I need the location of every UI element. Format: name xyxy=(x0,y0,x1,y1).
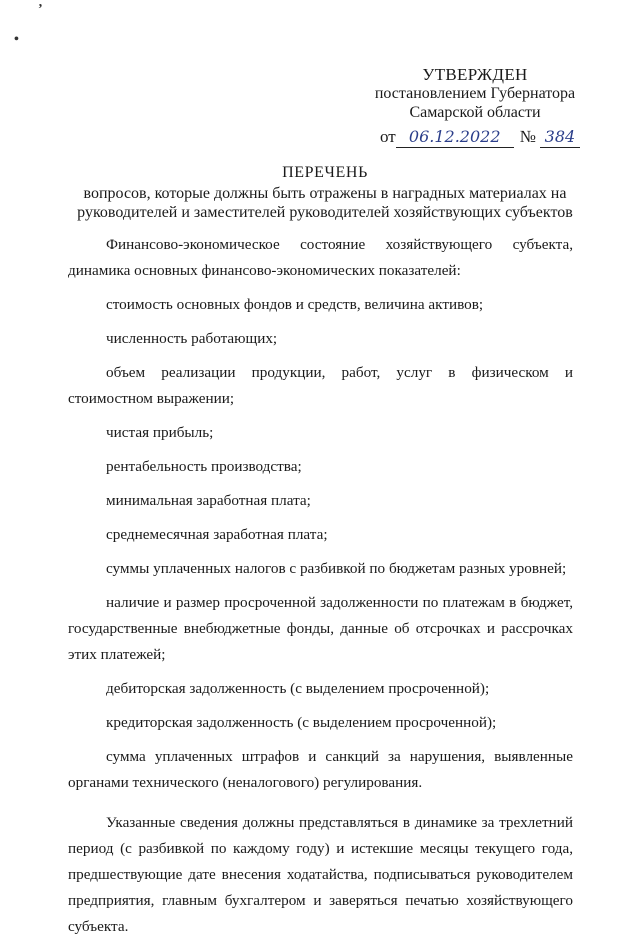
paragraph-intro: Финансово-экономическое состояние хозяйствующего субъекта, динамика основных финансово-экономических показателей: xyxy=(68,236,573,279)
decree-date-field xyxy=(396,127,514,148)
decree-number-field xyxy=(540,127,580,148)
list-item-taxes-paid: суммы уплаченных налогов с разбивкой по бюджетам разных уровней; xyxy=(106,560,567,577)
approval-line-1: постановлением Губернатора xyxy=(374,85,576,102)
approval-heading: УТВЕРЖДЕН xyxy=(422,65,528,84)
list-item-minimum-wage: минимальная заработная плата; xyxy=(106,492,311,509)
decree-reference xyxy=(380,127,580,148)
decree-date-handwritten: 06.12.2022 xyxy=(408,127,501,146)
list-item-fixed-assets: стоимость основных фондов и средств, величина активов; xyxy=(106,296,484,313)
decree-number-handwritten: 384 xyxy=(544,127,576,146)
scan-artifact-mark: ’ xyxy=(38,2,43,17)
document-title xyxy=(40,163,610,222)
document-body xyxy=(68,232,573,940)
scan-artifact-dot: • xyxy=(14,32,19,47)
title-line-1: вопросов, которые должны быть отражены в наградных материалах на xyxy=(83,185,567,202)
approval-block xyxy=(330,65,620,122)
decree-number-label: № xyxy=(519,127,536,146)
list-item-fines: сумма уплаченных штрафов и санкций за нарушения, выявленные органами технического (неналогового) регулирования. xyxy=(68,748,573,791)
list-item-net-profit: чистая прибыль; xyxy=(106,424,214,441)
title-line-2: руководителей и заместителей руководителей хозяйствующих субъектов xyxy=(77,204,573,221)
title-heading: ПЕРЕЧЕНЬ xyxy=(282,164,368,181)
list-item-overdue-debt: наличие и размер просроченной задолженности по платежам в бюджет, государственные внебюджетные фонды, данные об отсрочках и рассрочках этих платежей; xyxy=(68,594,573,663)
paragraph-submission-requirements: Указанные сведения должны представляться в динамике за трехлетний период (с разбивкой по каждому году) и истекшие месяцы текущего года, предшествующие дате внесения ходатайства, подписываться руководителем предприятия, главным бухгалтером и заверяться печатью хозяйствующего субъекта. xyxy=(68,814,573,935)
list-item-average-wage: среднемесячная заработная плата; xyxy=(106,526,328,543)
list-item-receivables: дебиторская задолженность (с выделением просроченной); xyxy=(106,680,490,697)
list-item-sales-volume: объем реализации продукции, работ, услуг в физическом и стоимостном выражении; xyxy=(68,364,573,407)
list-item-headcount: численность работающих; xyxy=(106,330,278,347)
list-item-payables: кредиторская задолженность (с выделением просроченной); xyxy=(106,714,497,731)
decree-from-label: от xyxy=(380,127,396,146)
list-item-profitability: рентабельность производства; xyxy=(106,458,302,475)
approval-line-2: Самарской области xyxy=(409,104,541,121)
